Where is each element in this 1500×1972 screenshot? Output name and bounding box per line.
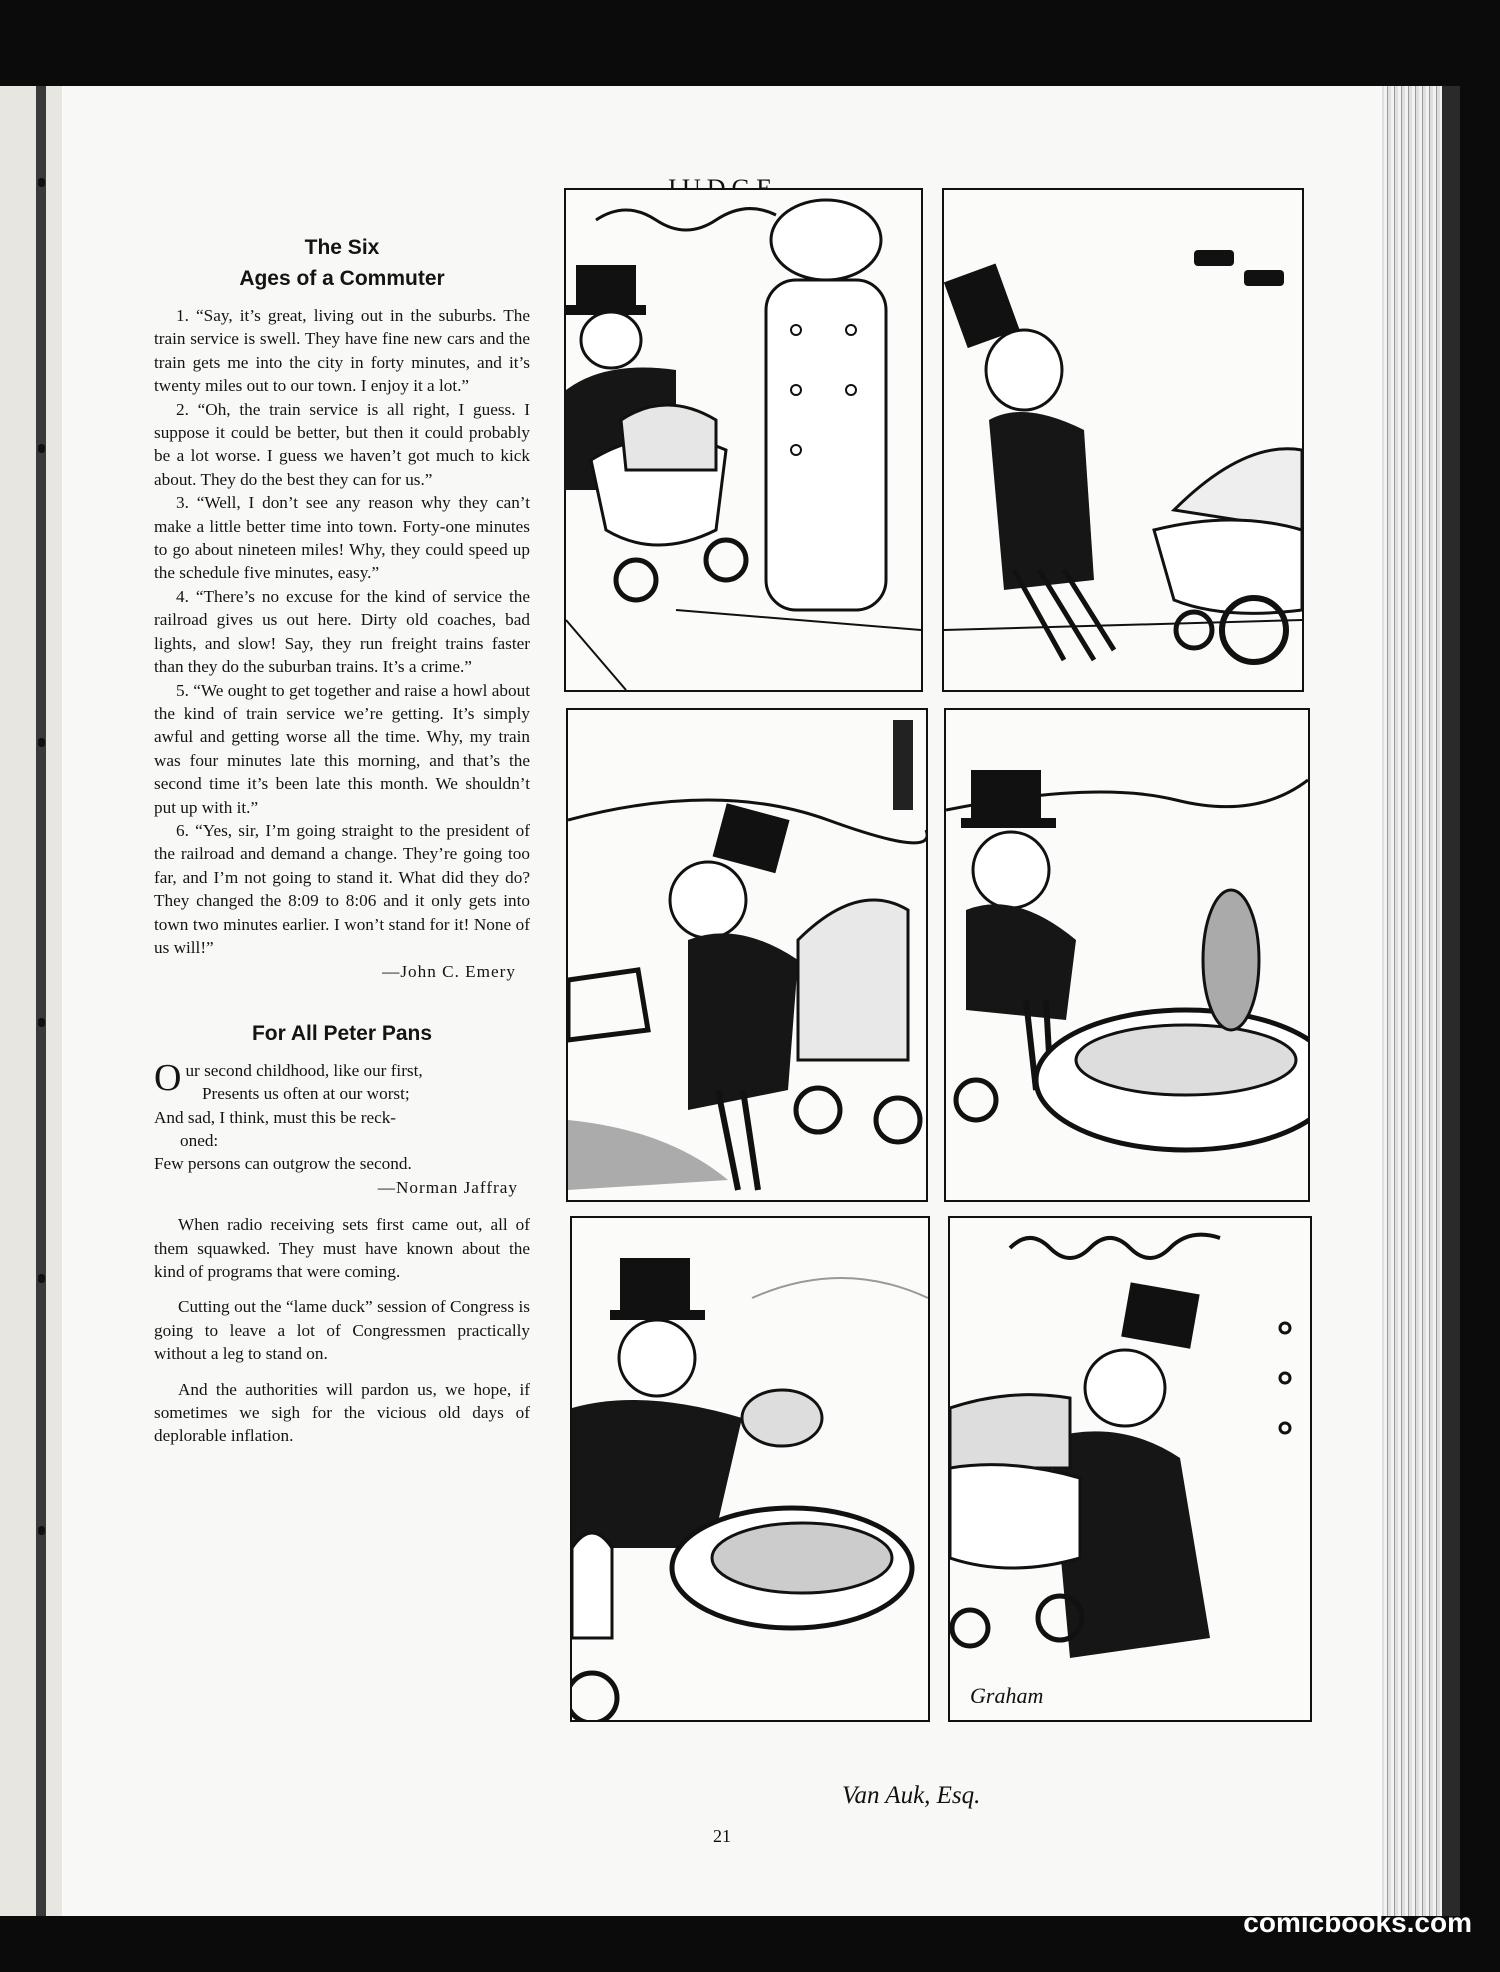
article-title-line: The Six bbox=[304, 236, 380, 259]
source-watermark: comicbooks.com bbox=[1243, 1907, 1472, 1938]
binding-mark bbox=[38, 178, 45, 187]
poem-byline: —Norman Jaffray bbox=[377, 1177, 518, 1197]
comic-panel-3 bbox=[566, 708, 928, 1202]
filler-paragraph: When radio receiving sets first came out, all of them squawked. They must have known about the kind of programs that were coming. bbox=[154, 1215, 530, 1282]
article-paragraph: 1. “Say, it’s great, living out in the suburbs. The train service is swell. They have fine new cars and the train gets me into the city in forty minutes, and it’s twenty miles out to our town. I enjoy it a lot.” bbox=[154, 306, 530, 396]
filler-paragraph: And the authorities will pardon us, we hope, if sometimes we sigh for the vicious old days of deplorable inflation. bbox=[154, 1379, 530, 1446]
poem-line: ur second childhood, like our first, bbox=[185, 1060, 423, 1080]
comic-illustration bbox=[950, 1218, 1310, 1720]
comic-panel-6 bbox=[948, 1216, 1312, 1722]
poem-line: And sad, I think, must this be reck- bbox=[154, 1107, 397, 1127]
comic-illustration bbox=[566, 190, 921, 690]
page-number: 21 bbox=[713, 1826, 731, 1846]
poem-title: For All Peter Pans bbox=[251, 1021, 433, 1045]
artist-signature: Graham bbox=[970, 1683, 1044, 1708]
comic-illustration bbox=[946, 710, 1308, 1200]
comic-caption: Van Auk, Esq. bbox=[842, 1782, 981, 1809]
article-byline: —John C. Emery bbox=[382, 962, 516, 982]
comic-illustration bbox=[944, 190, 1302, 690]
comic-panel-1 bbox=[564, 188, 923, 692]
magazine-page bbox=[62, 86, 1382, 1916]
binding-mark bbox=[38, 1526, 45, 1535]
comic-panel-2 bbox=[942, 188, 1304, 692]
binding-mark bbox=[38, 738, 45, 747]
article-paragraph: 3. “Well, I don’t see any reason why they can’t make a little better time into town. Forty-one minutes to go about nineteen miles! Why, they could speed up the schedule five minutes, easy.” bbox=[154, 493, 530, 583]
binding-mark bbox=[38, 1018, 45, 1027]
text-column bbox=[154, 232, 530, 1460]
comic-panel-5 bbox=[570, 1216, 930, 1722]
poem-body bbox=[154, 1056, 530, 1176]
article-paragraph: 5. “We ought to get together and raise a howl about the kind of train service we’re getting. It’s simply awful and getting worse all the time. Why, my train was four minutes late this morning, and that’s the second time it’s been late this month. We shouldn’t put up with it.” bbox=[154, 680, 530, 817]
book-spine bbox=[36, 86, 46, 1916]
binding-mark bbox=[38, 1274, 45, 1283]
article-paragraph: 2. “Oh, the train service is all right, I guess. I suppose it could be better, but then it could probably be a lot worse. I guess we haven’t got much to kick about. They do the best they can for us.” bbox=[154, 399, 530, 489]
comic-illustration bbox=[568, 710, 926, 1200]
poem-line: oned: bbox=[180, 1131, 219, 1150]
article-title-line: Ages of a Commuter bbox=[239, 267, 445, 290]
filler-paragraph: Cutting out the “lame duck” session of Congress is going to leave a lot of Congressmen practically without a leg to stand on. bbox=[154, 1297, 530, 1364]
poem-dropcap: O bbox=[154, 1056, 182, 1099]
article-paragraph: 6. “Yes, sir, I’m going straight to the president of the railroad and demand a change. They’re going too far, and I’m not going to stand it. What did they do? They changed the 8:09 to 8:06 and it only gets into town two minutes earlier. I won’t stand for it! None of us will!” bbox=[154, 820, 530, 957]
adjacent-page-edge bbox=[0, 86, 64, 1916]
poem-line: Presents us often at our worst; bbox=[202, 1084, 410, 1104]
page-edges bbox=[1370, 86, 1460, 1916]
binding-mark bbox=[38, 444, 45, 453]
comic-illustration bbox=[572, 1218, 928, 1720]
article-title bbox=[154, 232, 530, 294]
poem-line: Few persons can outgrow the second. bbox=[154, 1154, 412, 1174]
comic-panel-4 bbox=[944, 708, 1310, 1202]
article-paragraph: 4. “There’s no excuse for the kind of service the railroad gives us out here. Dirty old coaches, bad lights, and slow! Say, they run freight trains faster than they do the suburban trains. It’s a crime.” bbox=[154, 586, 530, 677]
page-edge-shadow bbox=[1442, 86, 1460, 1916]
